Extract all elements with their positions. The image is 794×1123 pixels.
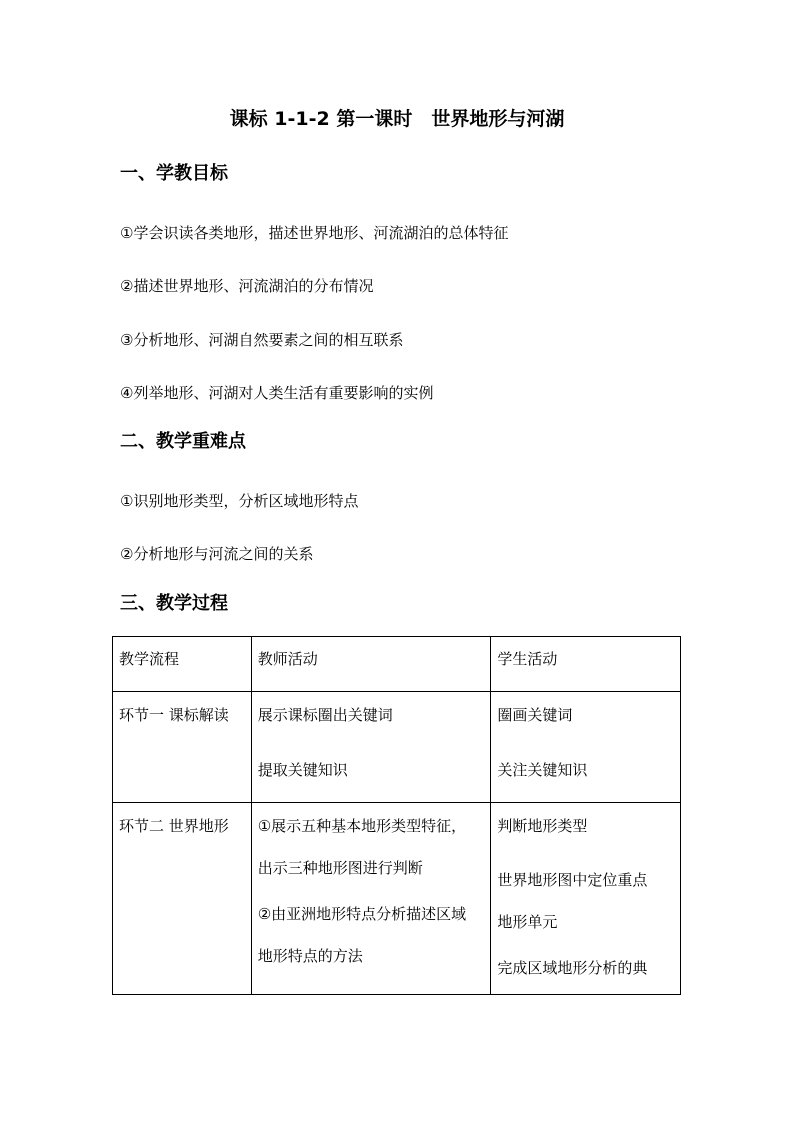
student-activity-cell [491,803,681,995]
header-cell-teacher: 教师活动 [251,637,491,692]
teacher-activity-line: 地形特点的方法 [257,947,363,965]
teacher-activity-line: 展示课标圈出关键词 [257,706,393,724]
objective-item-4: ④列举地形、河湖对人类生活有重要影响的实例 [120,384,434,402]
section-heading-objectives: 一、学教目标 [120,163,228,184]
objective-item-1: ①学会识读各类地形，描述世界地形、河流湖泊的总体特征 [120,224,509,242]
student-activity-line: 关注关键知识 [497,761,588,779]
key-point-item-2: ②分析地形与河流之间的关系 [120,545,314,563]
student-activity-line: 圈画关键词 [497,706,573,724]
header-cell-stage: 教学流程 [113,637,252,692]
teacher-activity-line: 提取关键知识 [257,761,348,779]
table-row [113,692,681,803]
teacher-activity-cell [251,692,491,803]
stage-cell [113,803,252,995]
student-activity-line: 判断地形类型 [497,817,588,835]
teaching-process-table [112,636,681,995]
teacher-activity-line: 出示三种地形图进行判断 [257,859,423,877]
teacher-activity-line: ①展示五种基本地形类型特征， [257,817,467,835]
teacher-activity-cell [251,803,491,995]
stage-label: 环节一 课标解读 [119,706,229,724]
teacher-activity-line: ②由亚洲地形特点分析描述区域 [257,905,467,923]
header-cell-student: 学生活动 [491,637,681,692]
section-heading-key-points: 二、教学重难点 [120,431,246,452]
student-activity-line: 世界地形图中定位重点 [497,871,648,889]
table-header-row [113,637,681,692]
key-point-item-1: ①识别地形类型，分析区域地形特点 [120,492,359,510]
document-title: 课标 1-1-2 第一课时 世界地形与河湖 [229,108,565,130]
stage-label: 环节二 世界地形 [119,817,229,835]
section-heading-process: 三、教学过程 [120,593,228,614]
objective-item-2: ②描述世界地形、河流湖泊的分布情况 [120,277,374,295]
table-row [113,803,681,995]
stage-cell [113,692,252,803]
objective-item-3: ③分析地形、河湖自然要素之间的相互联系 [120,331,404,349]
student-activity-line: 完成区域地形分析的典 [497,959,648,977]
student-activity-line: 地形单元 [497,913,558,931]
student-activity-cell [491,692,681,803]
